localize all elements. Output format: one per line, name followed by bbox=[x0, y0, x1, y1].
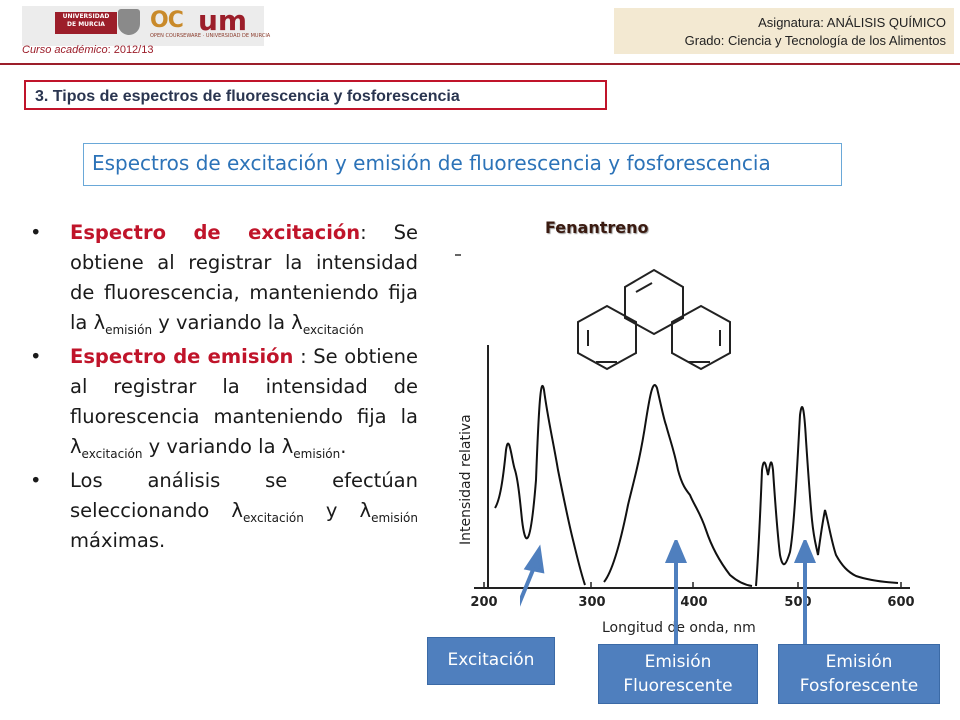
tick-label-200: 200 bbox=[470, 595, 498, 610]
university-logo-text: UNIVERSIDAD DE MURCIA bbox=[62, 13, 110, 28]
bullet-analysis-selection: • Los análisis se efectúan seleccionando $\lambda_{excitación}$ y $\lambda_{emisión}$ máximas. bbox=[28, 466, 418, 556]
tick-label-600: 600 bbox=[887, 595, 915, 610]
slide-subtitle: Espectros de excitación y emisión de fluorescencia y fosforescencia bbox=[83, 143, 842, 186]
bullet-icon: • bbox=[30, 221, 42, 244]
tick-label-400: 400 bbox=[680, 595, 708, 610]
course-year: Curso académico: 2012/13 bbox=[22, 44, 154, 56]
ocw-logo-subtitle: OPEN COURSEWARE · UNIVERSIDAD DE MURCIA bbox=[150, 33, 271, 39]
bullet-icon: • bbox=[30, 469, 42, 492]
tick-label-500: 500 bbox=[784, 595, 812, 610]
excitation-callout: Excitación bbox=[427, 637, 555, 685]
bullet-list bbox=[28, 218, 418, 560]
bullet-icon: • bbox=[30, 345, 42, 368]
header-divider bbox=[0, 63, 960, 65]
subject-info bbox=[614, 8, 954, 54]
um-logo: um bbox=[198, 4, 248, 37]
bullet-excitation-spectrum: • Espectro de excitación: Se obtiene al registrar la intensidad de fluorescencia, manteniendo fija la $\lambda_{emisión}$ y variando la $\lambda_{excitación}$ bbox=[28, 218, 418, 338]
bullet-emission-spectrum: • Espectro de emisión : Se obtiene al registrar la intensidad de fluorescencia manteniendo fija la $\lambda_{excitación}$ y variando la $\lambda_{emisión}$. bbox=[28, 342, 418, 462]
y-axis-label: Intensidad relativa bbox=[458, 414, 474, 545]
section-title: 3. Tipos de espectros de fluorescencia y fosforescencia bbox=[24, 80, 607, 110]
callout-arrows bbox=[520, 540, 820, 650]
fluorescence-emission-callout: Emisión Fluorescente bbox=[598, 644, 758, 704]
tick-label-300: 300 bbox=[578, 595, 606, 610]
ocw-logo: OC bbox=[150, 8, 183, 33]
phosphorescence-emission-callout: Emisión Fosforescente bbox=[778, 644, 940, 704]
excitation-arrow bbox=[520, 565, 535, 638]
subject-name: Asignatura: ANÁLISIS QUÍMICO bbox=[758, 15, 946, 30]
degree-name: Grado: Ciencia y Tecnología de los Alimentos bbox=[684, 33, 946, 48]
compound-name: Fenantreno bbox=[545, 218, 649, 237]
phenanthrene-structure bbox=[578, 270, 730, 369]
x-axis-label: Longitud de onda, nm bbox=[602, 620, 756, 636]
university-shield-icon bbox=[118, 9, 140, 35]
